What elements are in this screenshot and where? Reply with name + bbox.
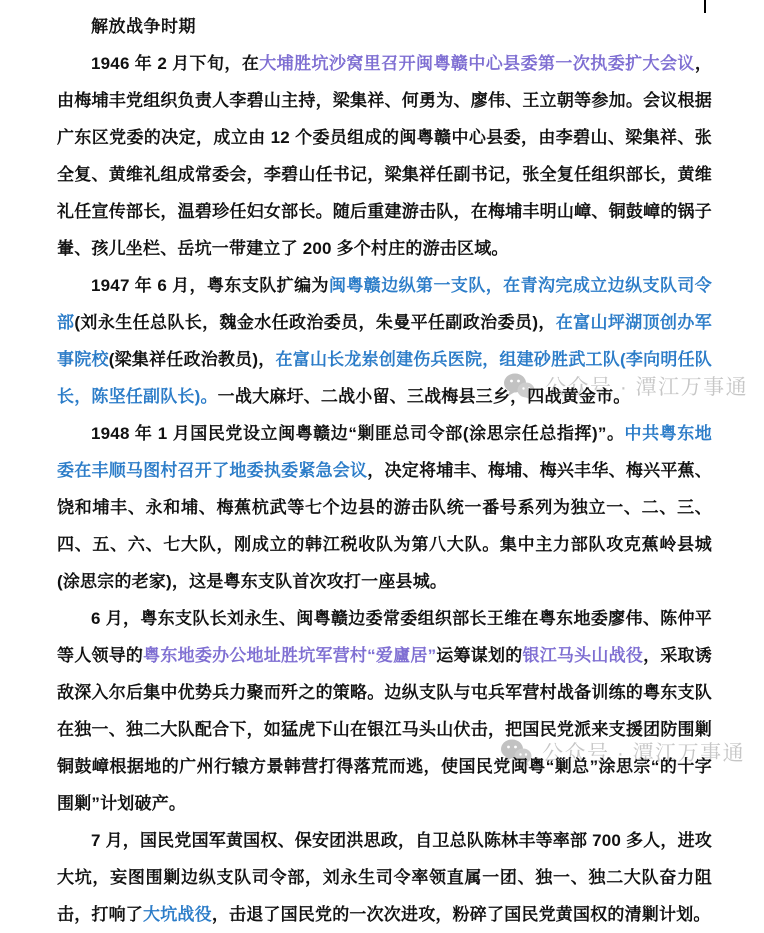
inline-link[interactable]: 在富山坪湖顶创办军事院校 [57, 313, 712, 369]
text-run: 6 月，粤东支队长刘永生、闽粤赣边委常委组织部长王维在粤东地委廖伟、陈仲平等人领导的 [57, 609, 712, 665]
inline-link[interactable]: 闽粤赣边纵第一支队，在青沟完成立边纵支队司令部 [57, 276, 712, 332]
text-run: 1948 年 1 月国民党设立闽粤赣边“剿匪总司令部(涂思宗任总指挥)”。 [91, 424, 625, 443]
text-run: 1946 年 2 月下旬，在 [91, 54, 260, 73]
text-run: ，采取诱敌深入尔后集中优势兵力聚而歼之的策略。边纵支队与屯兵军营村战备训练的粤东支队在独一、独二大队配合下，如猛虎下山在银江马头山伏击，把国民党派来支援团防围剿铜鼓嶂根据地的广州行辕方景韩营打得落荒而逃，使国民党闽粤“剿总”涂思宗“的十字围剿”计划破产。 [57, 646, 712, 813]
text-run: 1947 年 6 月，粤东支队扩编为 [91, 276, 329, 295]
paragraph [57, 822, 712, 933]
text-run: ，由梅埔丰党组织负责人李碧山主持，梁集祥、何勇为、廖伟、王立朝等参加。会议根据广东区党委的决定，成立由 12 个委员组成的闽粤赣中心县委，由李碧山、梁集祥、张全复、黄维礼组成常委会，李碧山任书记，梁集祥任副书记，张全复任组织部长，黄维礼任宣传部长，温碧珍任妇女部长。随后重建游击队，在梅埔丰明山嶂、铜鼓嶂的锅子輋、孩儿坐栏、岳坑一带建立了 200 多个村庄的游击区域。 [57, 54, 713, 258]
paragraph [57, 45, 712, 267]
text-run: 一战大麻圩、二战小留、三战梅县三乡，四战黄金市。 [217, 387, 631, 406]
watermark-text: 公众号 · 潭江万事通 [542, 742, 746, 765]
text-run: (刘永生任总队长，魏金水任政治委员，朱曼平任副政治委员)， [74, 313, 556, 332]
paragraph [57, 267, 712, 415]
text-run: (梁集祥任政治教员)， [108, 350, 276, 369]
inline-link[interactable]: 中共粤东地委在丰顺马图村召开了地委执委紧急会议 [57, 424, 712, 480]
text-run: 7 月，国民党国军黄国权、保安团洪思政，自卫总队陈林丰等率部 700 多人，进攻大坑，妄图围剿边纵支队司令部，刘永生司令率领直属一团、独一、独二大队奋力阻击，打响了 [57, 831, 712, 924]
text-run: ，决定将埔丰、梅埔、梅兴丰华、梅兴平蕉、饶和埔丰、永和埔、梅蕉杭武等七个边县的游击队统一番号系列为独立一、二、三、四、五、六、七大队，刚成立的韩江税收队为第八大队。集中主力部队攻克蕉岭县城(涂思宗的老家)，这是粤东支队首次攻打一座县城。 [57, 461, 712, 591]
inline-link[interactable]: 粤东地委办公地址胜坑军营村“爱廬居” [143, 646, 437, 665]
paragraph [57, 600, 712, 822]
inline-link[interactable]: 大坑战役 [143, 905, 212, 924]
paragraphs-container [57, 45, 712, 933]
inline-link[interactable]: 银江马头山战役 [522, 646, 644, 665]
watermark-text: 公众号 · 潭江万事通 [545, 376, 749, 399]
section-title: 解放战争时期 [91, 17, 196, 36]
paragraph [57, 415, 712, 600]
text-cursor [704, 0, 706, 13]
text-run: ，击退了国民党的一次次进攻，粉碎了国民党黄国权的清剿计划。 [211, 905, 711, 924]
article-content [57, 8, 712, 933]
inline-link[interactable]: 在富山长龙岽创建伤兵医院，组建砂胜武工队(李向明任队长，陈坚任副队长)。 [57, 350, 712, 406]
text-run: 运筹谋划的 [436, 646, 523, 665]
inline-link[interactable]: 大埔胜坑沙窝里召开闽粤赣中心县委第一次执委扩大会议 [259, 54, 695, 73]
